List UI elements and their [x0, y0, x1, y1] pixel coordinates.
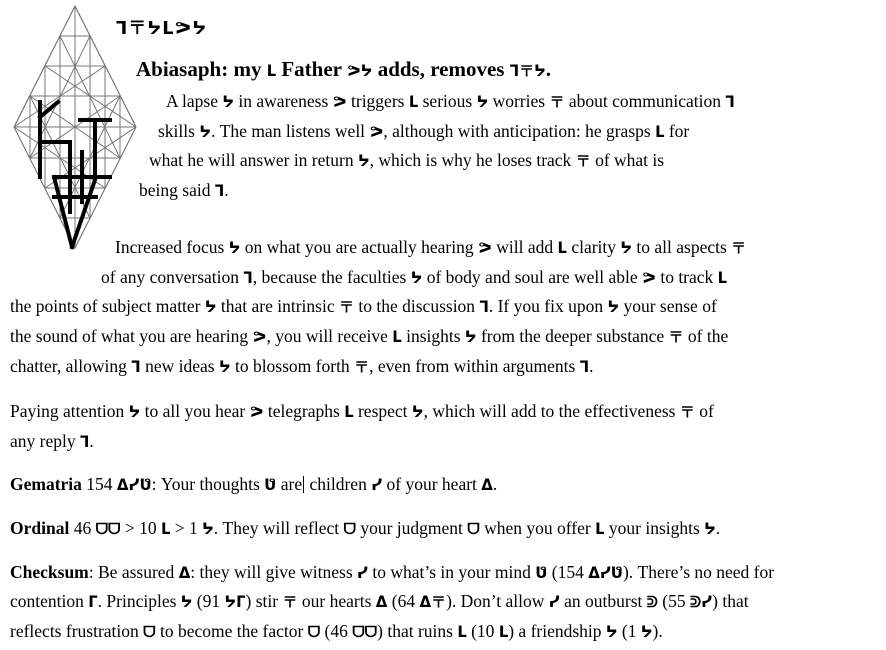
letter-glyph: ᔭ: [640, 623, 653, 641]
text-segment: an outburst: [559, 591, 647, 611]
text-segment: (154: [547, 562, 589, 582]
title-glyph-2: ᕗᔭ: [346, 62, 373, 80]
text-segment: to all you hear: [140, 401, 250, 421]
gematria-label: Gematria: [10, 474, 82, 494]
letter-glyph: 〒: [575, 152, 591, 170]
letter-glyph: ᐃᓯᕟ: [588, 564, 623, 582]
gematria-text-d: of your heart: [382, 474, 482, 494]
letter-glyph: ᕟ: [535, 564, 548, 582]
gematria-glyph-3: ᐃ: [481, 476, 493, 494]
checksum-text-1: [89, 562, 774, 582]
text-segment: to the discussion: [354, 296, 480, 316]
text-segment: of any conversation: [101, 267, 244, 287]
text-segment: > 1: [170, 518, 203, 538]
title-prefix: Abiasaph: my: [136, 57, 267, 81]
checksum-line3: [10, 620, 663, 643]
letter-glyph: ᒪ: [595, 520, 605, 538]
text-segment: the points of subject matter: [10, 296, 205, 316]
text-segment: Increased focus: [115, 237, 229, 257]
letter-glyph: ᔭ: [128, 403, 141, 421]
letter-glyph: ᕗ: [642, 269, 656, 287]
para2-line1: [115, 236, 746, 259]
letter-glyph: ᗜ: [143, 623, 156, 641]
text-segment: contention: [10, 591, 89, 611]
letter-glyph: ᐃ: [178, 564, 191, 582]
letter-glyph: ᗜᗜ: [352, 623, 378, 641]
letter-glyph: ᕗ: [249, 403, 264, 421]
text-segment: of: [694, 401, 714, 421]
text-cursor: [303, 476, 304, 493]
letter-glyph: ᕲ: [646, 593, 658, 611]
text-segment: insights: [401, 326, 465, 346]
text-segment: being said: [139, 180, 215, 200]
text-segment: , because the faculties: [252, 267, 411, 287]
text-segment: (55: [657, 591, 690, 611]
letter-glyph: ᔭ: [476, 93, 489, 111]
letter-glyph: ᒪ: [392, 328, 402, 346]
text-segment: new ideas: [140, 356, 219, 376]
text-segment: . If you fix upon: [488, 296, 608, 316]
letter-glyph: 〒: [679, 403, 695, 421]
letter-glyph: ᔭ: [411, 403, 424, 421]
letter-glyph: ᒣ: [214, 182, 225, 200]
text-segment: of the: [683, 326, 729, 346]
gematria-number: 154: [81, 474, 117, 494]
letter-glyph: ᒪ: [717, 269, 728, 287]
text-segment: (64: [387, 591, 420, 611]
title-glyph-1: ᒪ: [266, 62, 277, 80]
text-segment: ) that: [712, 591, 749, 611]
letter-glyph: ᔭ: [410, 269, 423, 287]
para3-line2: [10, 430, 94, 453]
letter-glyph: ᒥ: [88, 593, 98, 611]
text-segment: , even from within arguments: [369, 356, 580, 376]
text-segment: triggers: [346, 91, 409, 111]
ordinal-label: Ordinal: [10, 518, 70, 538]
text-segment: to track: [655, 267, 718, 287]
text-segment: worries: [488, 91, 550, 111]
text-segment: ). There’s no need for: [622, 562, 775, 582]
letter-glyph: ᔭ: [180, 593, 193, 611]
letter-glyph: ᔭ: [620, 239, 633, 257]
text-segment: . The man listens well: [210, 121, 370, 141]
text-segment: your insights: [604, 518, 705, 538]
text-segment: : Be assured: [88, 562, 179, 582]
text-segment: of what is: [590, 150, 665, 170]
text-segment: telegraphs: [263, 401, 345, 421]
letter-glyph: 〒: [282, 593, 298, 611]
text-segment: ) stir: [245, 591, 283, 611]
letter-glyph: ᒣ: [79, 433, 90, 451]
letter-glyph: ᒣ: [579, 358, 590, 376]
letter-glyph: ᔭ: [204, 298, 217, 316]
letter-glyph: ᗜ: [343, 520, 356, 538]
text-segment: of body and soul are well able: [422, 267, 643, 287]
text-segment: that are intrinsic: [216, 296, 339, 316]
text-segment: ). Don’t allow: [446, 591, 549, 611]
text-segment: .: [89, 431, 94, 451]
text-segment: , which will add to the effectiveness: [423, 401, 680, 421]
letter-glyph: 〒: [731, 239, 747, 257]
para2-line3: [10, 295, 717, 318]
gematria-glyph-2: ᓯ: [371, 476, 383, 494]
title-end: .: [545, 57, 552, 81]
letter-glyph: 〒: [354, 358, 370, 376]
text-segment: ).: [652, 621, 663, 641]
text-segment: your judgment: [355, 518, 468, 538]
para1-line2: [158, 120, 689, 143]
letter-glyph: ᗜ: [467, 520, 480, 538]
letter-glyph: ᒪ: [457, 623, 467, 641]
text-segment: to blossom forth: [230, 356, 355, 376]
text-segment: .: [224, 180, 229, 200]
letter-glyph: ᒣ: [725, 93, 735, 111]
text-segment: .: [589, 356, 594, 376]
letter-glyph: ᔭ: [199, 123, 211, 141]
ordinal-line: [10, 517, 720, 540]
letter-glyph: ᒪ: [408, 93, 419, 111]
text-segment: : they will give witness: [190, 562, 358, 582]
gematria-text-c: children: [305, 474, 372, 494]
para2-line5: [10, 355, 593, 378]
text-segment: clarity: [566, 237, 621, 257]
gematria-glyph-1: ᕟ: [264, 476, 277, 494]
text-segment: in awareness: [234, 91, 333, 111]
letter-glyph: ᕗ: [252, 328, 267, 346]
letter-glyph: ᔭᒥ: [224, 593, 246, 611]
text-segment: (91: [192, 591, 225, 611]
letter-glyph: ᒣ: [131, 358, 141, 376]
text-segment: to all aspects: [632, 237, 732, 257]
text-segment: (10: [466, 621, 499, 641]
letter-glyph: ᗜᗜ: [95, 520, 121, 538]
para1-line4: [139, 179, 229, 202]
text-segment: when you offer: [479, 518, 596, 538]
letter-glyph: ᓯ: [357, 564, 368, 582]
para2-line4: [10, 325, 728, 348]
text-segment: , you will receive: [266, 326, 393, 346]
text-segment: 46: [69, 518, 96, 538]
title-glyphs: ᒣ〒ᔭᒪᕗᔭ: [116, 18, 208, 39]
text-segment: A lapse: [166, 91, 223, 111]
text-segment: skills: [158, 121, 200, 141]
letter-glyph: 〒: [339, 298, 355, 316]
gematria-end: .: [492, 474, 498, 494]
text-segment: .: [715, 518, 721, 538]
letter-glyph: ᔭ: [218, 358, 231, 376]
text-segment: to become the factor: [155, 621, 308, 641]
checksum-line2: [10, 590, 749, 613]
letter-glyph: ᔭ: [704, 520, 716, 538]
letter-glyph: 〒: [549, 93, 565, 111]
text-segment: what he will answer in return: [149, 150, 358, 170]
para2-line2: [101, 266, 727, 289]
para3-line1: [10, 400, 714, 423]
letter-glyph: ᒪ: [160, 520, 171, 538]
letter-glyph: ᒪ: [557, 239, 567, 257]
letter-glyph: ᒪ: [498, 623, 509, 641]
text-segment: Paying attention: [10, 401, 129, 421]
letter-glyph: ᗜ: [307, 623, 321, 641]
text-segment: from the deeper substance: [476, 326, 669, 346]
letter-glyph: ᔭ: [228, 239, 241, 257]
letter-glyph: ᔭ: [607, 298, 620, 316]
text-segment: to what’s in your mind: [367, 562, 536, 582]
text-segment: , although with anticipation: he grasps: [383, 121, 656, 141]
text-segment: our hearts: [297, 591, 376, 611]
letter-glyph: ᕗ: [332, 93, 347, 111]
letter-glyph: ᒣ: [243, 269, 253, 287]
text-segment: about communication: [564, 91, 726, 111]
checksum-line1: [10, 561, 774, 584]
letter-glyph: ᔭ: [605, 623, 618, 641]
letter-glyph: ᕗ: [477, 239, 492, 257]
text-segment: for: [664, 121, 690, 141]
gematria-glyphs: ᐃᓯᕟ: [116, 476, 152, 494]
gematria-line: [10, 473, 497, 496]
title-mid2: adds, removes: [372, 57, 510, 81]
text-segment: ) that ruins: [377, 621, 458, 641]
letter-glyph: ᓯ: [548, 593, 560, 611]
title-glyph-3: ᒣ〒ᔭ: [509, 62, 546, 80]
text-segment: ) a friendship: [508, 621, 606, 641]
letter-glyph: ᒪ: [655, 123, 665, 141]
para1-line1: [166, 90, 735, 113]
text-segment: . They will reflect: [213, 518, 344, 538]
text-segment: , which is why he loses track: [369, 150, 576, 170]
checksum-label: Checksum: [10, 562, 89, 582]
letter-glyph: ᐃ: [375, 593, 388, 611]
ordinal-text: [69, 518, 720, 538]
letter-glyph: ᒪ: [344, 403, 354, 421]
para1-line3: [149, 149, 664, 172]
text-segment: your sense of: [619, 296, 717, 316]
letter-glyph: ᐃ〒: [419, 593, 447, 611]
text-segment: will add: [491, 237, 558, 257]
text-segment: any reply: [10, 431, 80, 451]
text-segment: > 10: [120, 518, 161, 538]
text-segment: chatter, allowing: [10, 356, 132, 376]
text-segment: on what you are actually hearing: [240, 237, 478, 257]
letter-glyph: ᕗ: [369, 123, 384, 141]
text-segment: reflects frustration: [10, 621, 144, 641]
text-segment: serious: [418, 91, 477, 111]
gematria-text-b: are: [276, 474, 303, 494]
letter-glyph: ᔭ: [464, 328, 477, 346]
page-title: [136, 57, 551, 82]
letter-glyph: ᒣ: [479, 298, 489, 316]
text-segment: respect: [353, 401, 412, 421]
gematria-text-a: : Your thoughts: [151, 474, 265, 494]
text-segment: (46: [320, 621, 353, 641]
text-segment: (1: [617, 621, 641, 641]
letter-glyph: 〒: [668, 328, 684, 346]
title-mid: Father: [276, 57, 347, 81]
text-segment: the sound of what you are hearing: [10, 326, 253, 346]
letter-glyph: ᕲᓯ: [690, 593, 713, 611]
letter-glyph: ᔭ: [357, 152, 370, 170]
letter-glyph: ᔭ: [222, 93, 235, 111]
text-segment: . Principles: [97, 591, 181, 611]
letter-glyph: ᔭ: [202, 520, 214, 538]
